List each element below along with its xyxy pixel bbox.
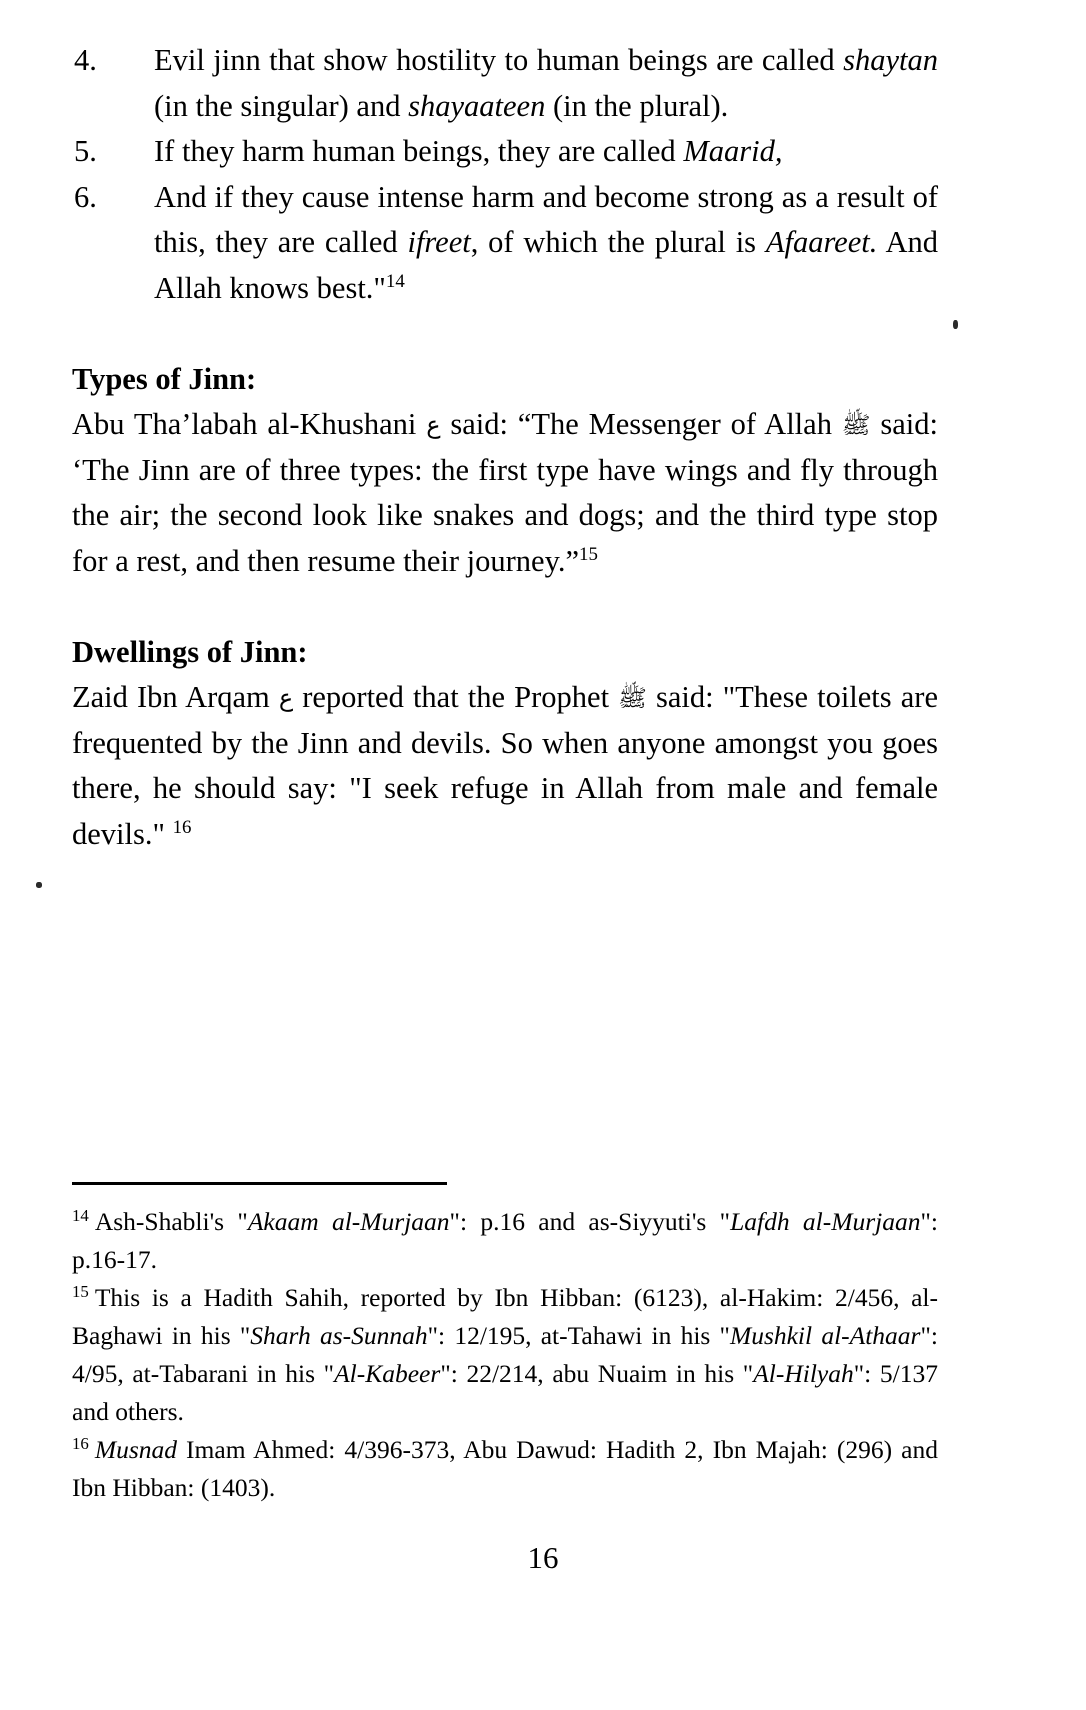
sections-container: [72, 357, 938, 857]
page-body: [72, 38, 938, 857]
list-item-text: [154, 38, 938, 129]
page-number: 16: [527, 1540, 559, 1575]
text-run: ": p.16 and as-Siyyuti's ": [449, 1207, 731, 1236]
italic-term: shayaateen: [408, 88, 546, 123]
text-run: And if they cause intense harm and become strong as a result of this, they are called: [154, 179, 938, 259]
italic-term: Al-Kabeer: [334, 1359, 441, 1388]
italic-term: Lafdh al-Murjaan: [730, 1207, 921, 1236]
text-run: Abu Tha’labah al-Khushani: [72, 407, 427, 441]
text-run: Imam Ahmed: 4/396-373, Abu Dawud: Hadith 2, Ibn Majah: (296) and Ibn Hibban: (1403).: [72, 1435, 938, 1502]
list-item-marker: 5.: [74, 134, 97, 168]
footnote-16: [72, 1431, 938, 1507]
list-item: [72, 129, 938, 175]
italic-term: Al-Hilyah: [753, 1359, 854, 1388]
text-run: And Allah knows best.": [154, 225, 939, 305]
scan-artifact-speck: [953, 320, 958, 329]
text-run: (in the singular) and: [154, 88, 409, 123]
footnote-reference-15: 15: [579, 543, 598, 565]
list-item-marker: 6.: [74, 179, 97, 214]
text-run: ": 22/214, abu Nuaim in his ": [440, 1359, 754, 1388]
text-run: said: ‘The Jinn are of three types: the first type have wings and fly through the air; the second look like snakes and dogs; and the third type stop for a rest, and then resume their journey.”: [72, 407, 938, 578]
text-run: ": 4/95, at-Tabarani in his ": [72, 1321, 938, 1388]
text-run: said: “The Messenger of Allah: [440, 407, 842, 441]
section-paragraph: [72, 402, 938, 584]
footnote-number: 16: [72, 1433, 89, 1453]
text-run: ": 12/195, at-Tahawi in his ": [427, 1321, 730, 1350]
scan-artifact-speck: [36, 882, 42, 888]
footnote-number: 14: [72, 1205, 89, 1225]
text-run: If they harm human beings, they are called: [154, 134, 684, 168]
text-run: reported that the Prophet: [293, 680, 619, 714]
footnotes-block: [72, 1182, 938, 1507]
section-spacer: [72, 584, 938, 630]
italic-term: Musnad: [94, 1435, 177, 1464]
radiallahu-anhu-glyph: ع: [426, 413, 441, 439]
footnote-15: [72, 1279, 938, 1431]
italic-term: ifreet: [407, 225, 471, 259]
footnote-reference-16: 16: [172, 816, 192, 838]
text-run: (in the plural).: [545, 88, 729, 123]
radiallahu-anhu-glyph: ع: [278, 686, 294, 712]
sallallahu-alayhi-wasallam-glyph: ﷺ: [618, 686, 647, 712]
footnote-reference-14: 14: [385, 270, 405, 292]
italic-term: Afaareet.: [765, 225, 878, 259]
italic-term: Maarid,: [683, 134, 783, 168]
text-run: Evil jinn that show hostility to human beings are called: [154, 43, 844, 77]
text-run: ": 5/137 and others.: [72, 1359, 938, 1426]
footnote-number: 15: [72, 1281, 89, 1301]
text-run: said: "These toilets are frequented by the Jinn and devils. So when anyone amongst you goes there, he should say: "I seek refuge in Allah from male and female devils.": [72, 680, 938, 851]
list-item: [72, 38, 938, 129]
list-item: [72, 175, 938, 312]
list-item-text: [154, 175, 938, 312]
footnote-list: [72, 1203, 938, 1507]
italic-term: Akaam al-Murjaan: [247, 1207, 450, 1236]
section-heading: Types of Jinn:: [72, 362, 257, 396]
section-spacer: [72, 311, 938, 357]
sallallahu-alayhi-wasallam-glyph: ﷺ: [841, 413, 871, 439]
text-run: Zaid Ibn Arqam: [72, 680, 279, 714]
footnote-14: [72, 1203, 938, 1279]
list-item-text: [154, 129, 938, 175]
text-run: Ash-Shabli's ": [94, 1207, 248, 1236]
footnote-separator-rule: [72, 1182, 447, 1185]
italic-term: Sharh as-Sunnah: [250, 1321, 428, 1350]
numbered-list: [72, 38, 938, 311]
text-run: , of which the plural is: [470, 225, 766, 259]
section-heading: Dwellings of Jinn:: [72, 635, 308, 669]
list-item-marker: 4.: [74, 43, 97, 77]
italic-term: Mushkil al-Athaar: [729, 1321, 921, 1350]
italic-term: shaytan: [843, 43, 938, 77]
section-paragraph: [72, 675, 938, 857]
text-run: ": p.16-17.: [72, 1207, 938, 1274]
text-run: This is a Hadith Sahih, reported by Ibn Hibban: (6123), al-Hakim: 2/456, al-Baghawi in his ": [72, 1283, 938, 1350]
